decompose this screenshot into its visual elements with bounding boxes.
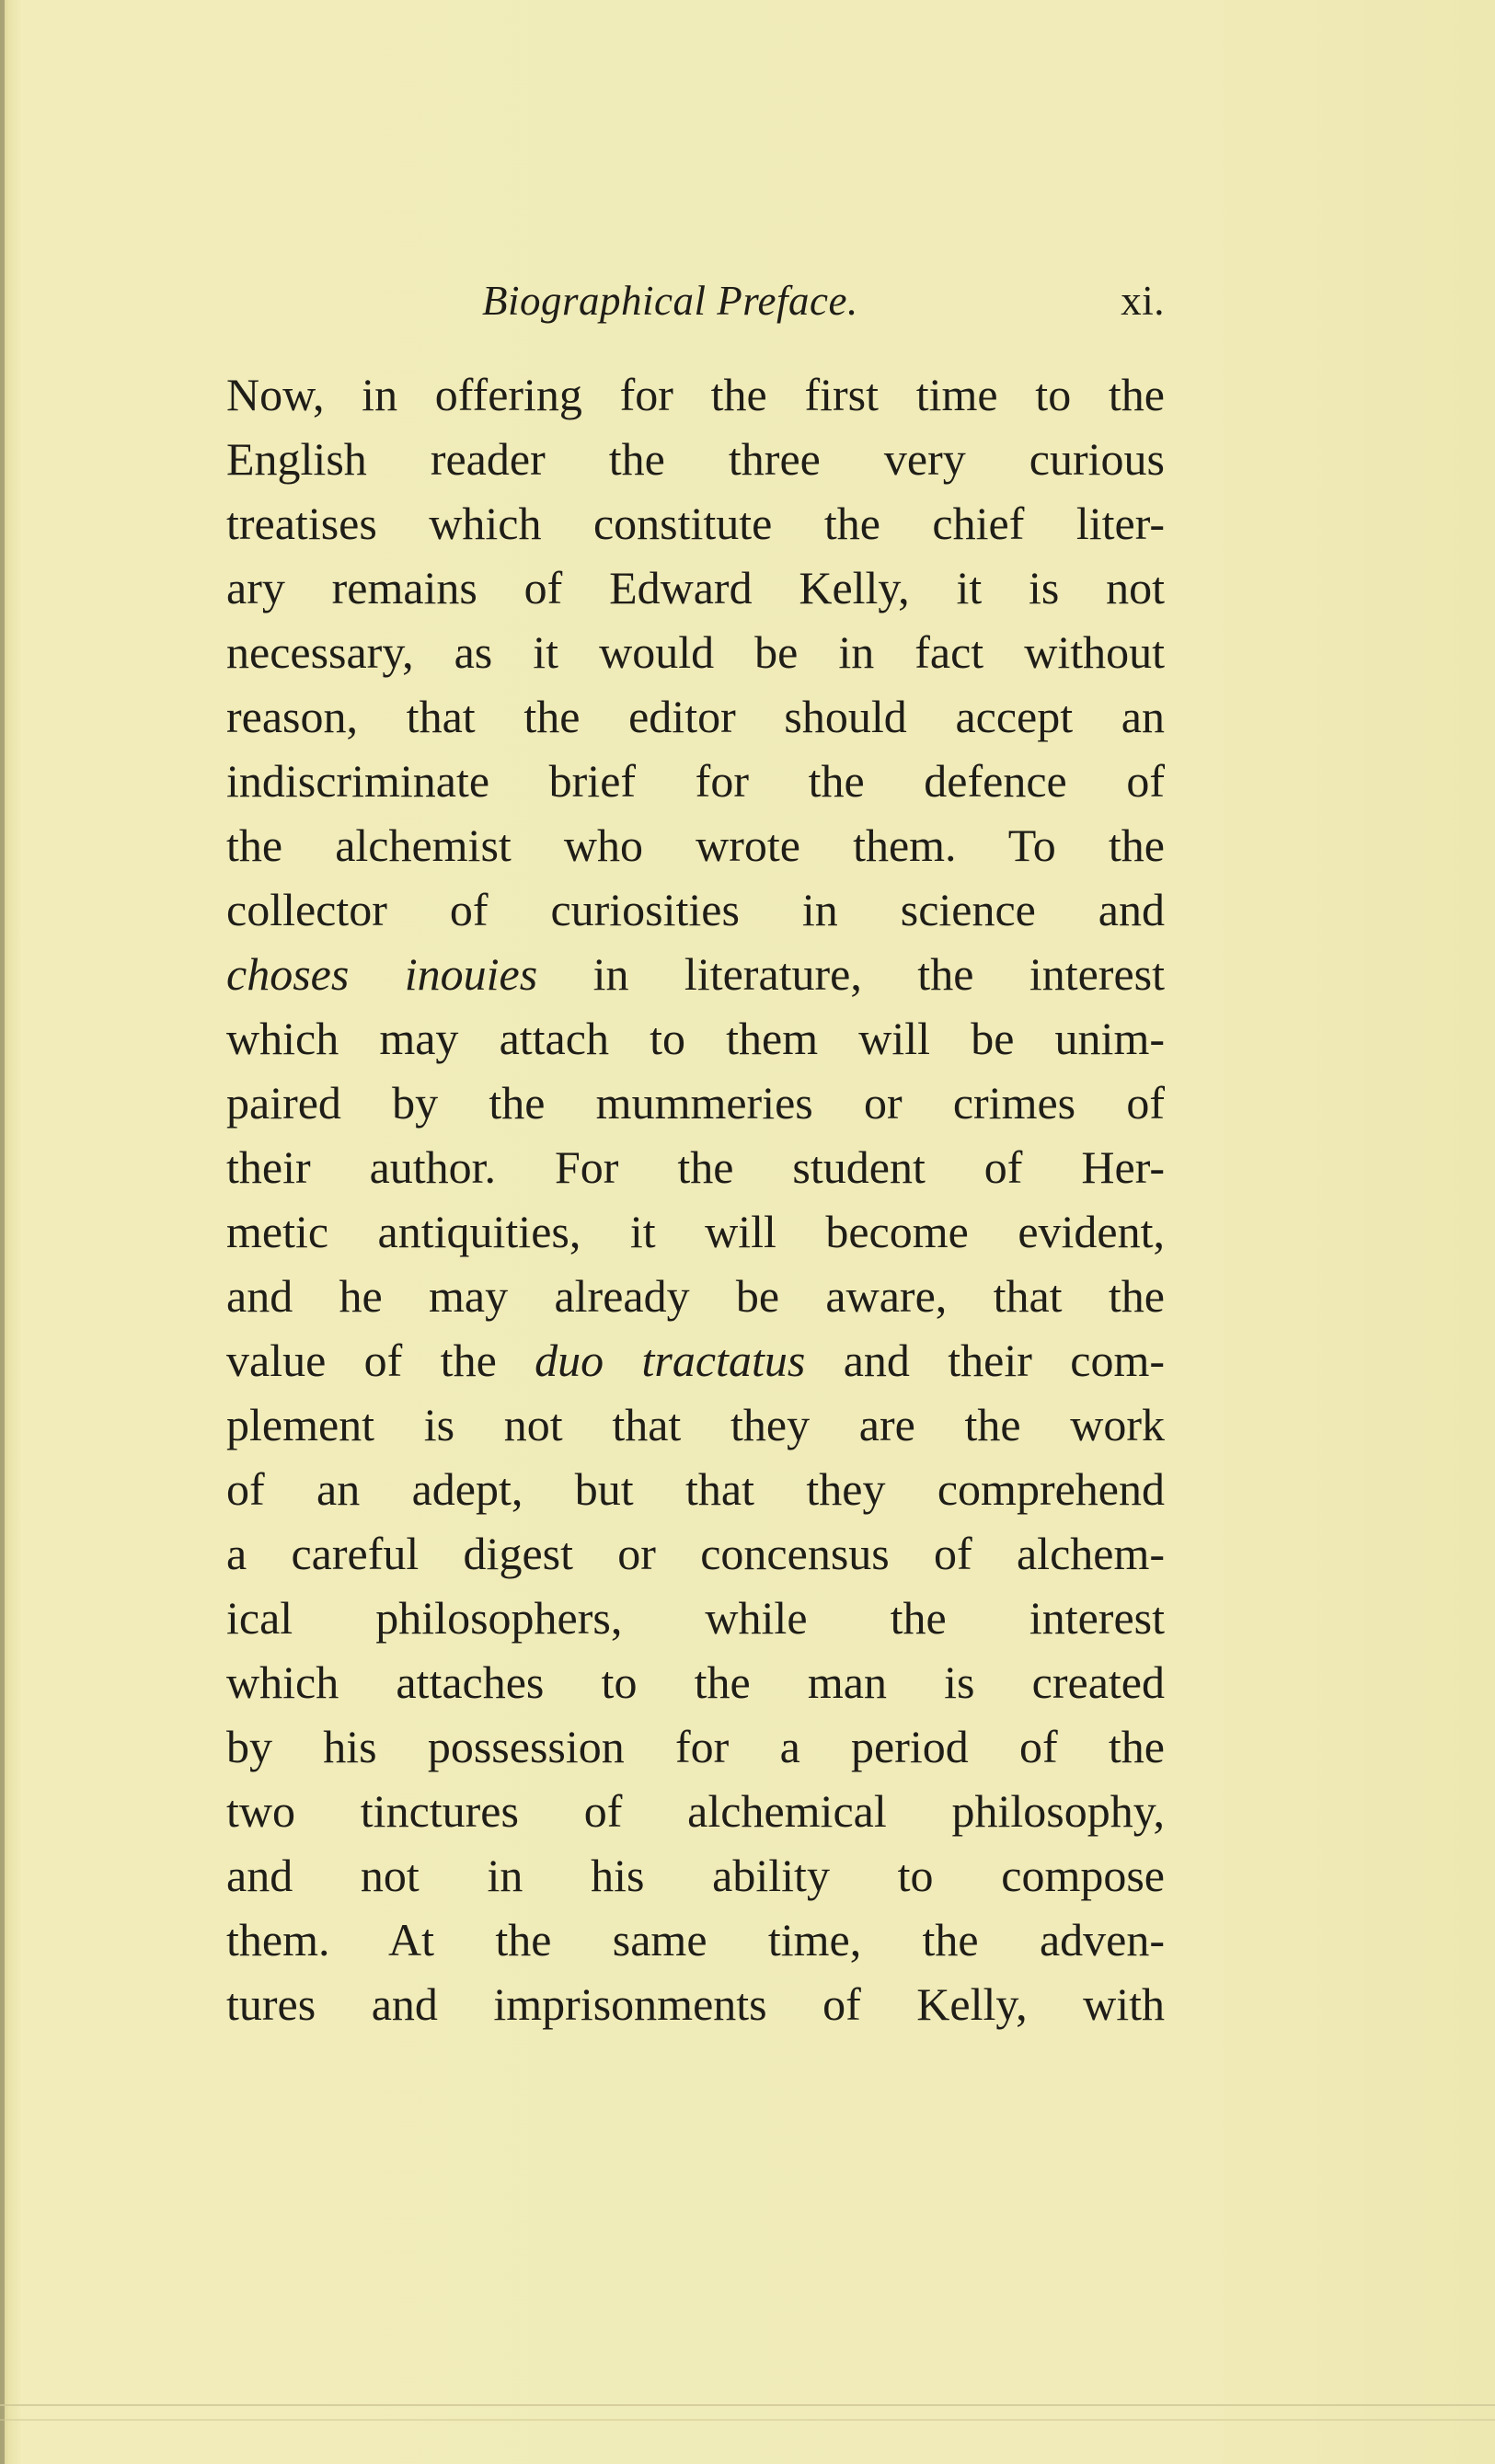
page-edge-line [0, 2404, 1495, 2406]
page-number: xi. [1121, 278, 1165, 324]
text-line: plement is not that they are the work [226, 1399, 1165, 1450]
text-line: ary remains of Edward Kelly, it is not [226, 562, 1165, 613]
text-line: necessary, as it would be in fact without [226, 626, 1165, 678]
text-line: metic antiquities, it will become evident, [226, 1206, 1165, 1257]
italic-phrase: duo tractatus [535, 1335, 806, 1386]
text-line: a careful digest or concensus of alchem- [226, 1528, 1165, 1579]
text-line: two tinctures of alchemical philosophy, [226, 1785, 1165, 1837]
text-line: the alchemist who wrote them. To the [226, 819, 1165, 871]
text-line: and he may already be aware, that the [226, 1270, 1165, 1322]
text-line: choses inouies in literature, the interest [226, 948, 1165, 1000]
text-line: tures and imprisonments of Kelly, with [226, 1978, 1165, 2030]
text-line: treatises which constitute the chief liter- [226, 498, 1165, 549]
text-line: indiscriminate brief for the defence of [226, 755, 1165, 807]
text-line: reason, that the editor should accept an [226, 691, 1165, 742]
page-edge-line [0, 2419, 1495, 2421]
text-line: Now, in offering for the first time to the [226, 369, 1165, 420]
text-line: English reader the three very curious [226, 433, 1165, 485]
text-line: which may attach to them will be unim- [226, 1013, 1165, 1064]
text-line: their author. For the student of Her- [226, 1141, 1165, 1193]
text-line: paired by the mummeries or crimes of [226, 1077, 1165, 1129]
text-line: by his possession for a period of the [226, 1721, 1165, 1772]
text-line: value of the duo tractatus and their com- [226, 1335, 1165, 1386]
text-line: of an adept, but that they comprehend [226, 1463, 1165, 1515]
text-line: collector of curiosities in science and [226, 884, 1165, 935]
running-title: Biographical Preface. [482, 278, 858, 324]
text-line: and not in his ability to compose [226, 1850, 1165, 1901]
running-head [226, 269, 1165, 333]
body-text [226, 362, 1165, 2036]
text-line: ical philosophers, while the interest [226, 1592, 1165, 1644]
italic-phrase: choses inouies [226, 948, 538, 1000]
text-line: which attaches to the man is created [226, 1656, 1165, 1708]
page-binding-edge [0, 0, 5, 2464]
text-line: them. At the same time, the adven- [226, 1914, 1165, 1965]
